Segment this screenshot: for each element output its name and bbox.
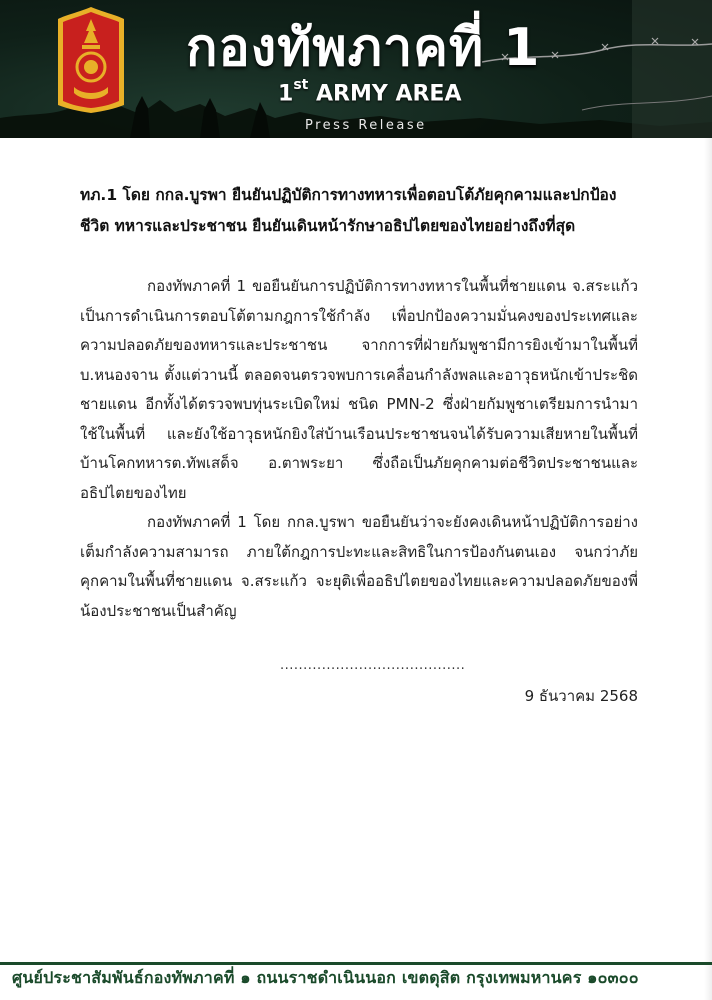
header-banner xyxy=(0,0,712,138)
title-en-number: 1 xyxy=(278,81,294,107)
document-body xyxy=(80,180,638,626)
separator-dots: ........................................ xyxy=(280,658,466,673)
page-edge xyxy=(704,138,712,1000)
title-en-ordinal: st xyxy=(293,77,309,93)
document-headline: ทภ.1 โดย กกล.บูรพา ยืนยันปฏิบัติการทางทหารเพื่อตอบโต้ภัยคุกคามและปกป้องชีวิต ทหารและประชาชน ยืนยันเดินหน้ารักษาอธิปไตยของไทยอย่างถึงที่สุด xyxy=(80,186,617,235)
title-en-rest: ARMY AREA xyxy=(308,81,462,107)
footer-address: ศูนย์ประชาสัมพันธ์กองทัพภาคที่ ๑ ถนนราชดำเนินนอก เขตดุสิต กรุงเทพมหานคร ๑๐๓๐๐ xyxy=(12,968,639,987)
paragraph-2: กองทัพภาคที่ 1 โดย กกล.บูรพา ขอยืนยันว่าจะยังคงเดินหน้าปฏิบัติการอย่างเต็มกำลังความสามารถ ภายใต้กฎการปะทะและสิทธิในการป้องกันตนเอง จนกว่าภัยคุกคามในพื้นที่ชายแดน จ.สระแก้ว จะยุติเพื่ออธิปไตยของไทยและความปลอดภัยของพี่น้องประชาชนเป็นสำคัญ xyxy=(80,513,638,620)
header-title-english xyxy=(278,77,462,107)
footer-divider xyxy=(0,962,712,965)
army-emblem-logo xyxy=(54,5,128,115)
paragraph-1: กองทัพภาคที่ 1 ขอยืนยันการปฏิบัติการทางทหารในพื้นที่ชายแดน จ.สระแก้ว เป็นการดำเนินการตอบโต้ตามกฎการใช้กำลัง เพื่อปกป้องความมั่นคงของประเทศและความปลอดภัยของทหารและประชาชน จากการที่ฝ่ายกัมพูชามีการยิงเข้ามาในพื้นที่ บ.หนองจาน ตั้งแต่วานนี้ ตลอดจนตรวจพบการเคลื่อนกำลังพลและอาวุธหนักเข้าประชิดชายแดน อีกทั้งได้ตรวจพบทุ่นระเบิดใหม่ ชนิด PMN-2 ซึ่งฝ่ายกัมพูชาเตรียมการนำมาใช้ในพื้นที่ และยังใช้อาวุธหนักยิงใส่บ้านเรือนประชาชนจนได้รับความเสียหายในพื้นที่บ้านโคกทหารต.ทัพเสด็จ อ.ตาพระยา ซึ่งถือเป็นภัยคุกคามต่อชีวิตประชาชนและอธิปไตยของไทย xyxy=(80,277,638,502)
document-date: 9 ธันวาคม 2568 xyxy=(524,687,638,705)
header-subtitle: Press Release xyxy=(305,118,427,133)
header-title-thai: กองทัพภาคที่ 1 xyxy=(186,18,541,78)
